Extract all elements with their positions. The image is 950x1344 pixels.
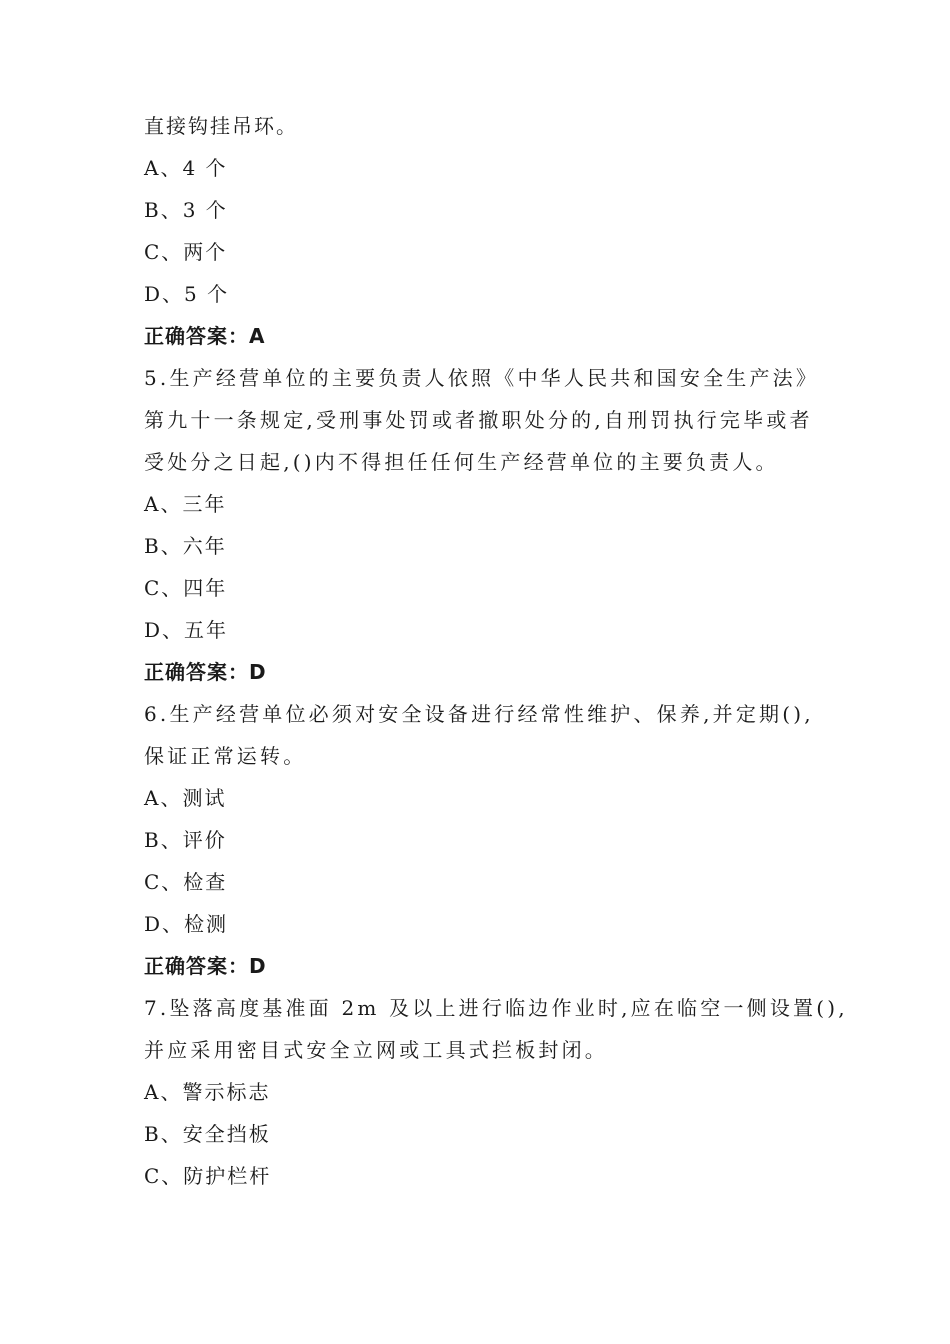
q5-option-d: D、五年 [144,618,229,642]
q5-option-c: C、四年 [144,576,228,600]
q6-option-a: A、测试 [144,786,227,810]
q4-option-d: D、5 个 [144,282,230,306]
q7-option-a: A、警示标志 [144,1080,271,1104]
q5-answer: 正确答案：D [144,660,267,684]
q7-option-c: C、防护栏杆 [144,1164,272,1188]
q4-option-a: A、4 个 [144,156,228,180]
q7-stem-line-1: 7.坠落高度基准面 2m 及以上进行临边作业时,应在临空一侧设置(), [144,996,848,1020]
q5-stem-line-1: 5.生产经营单位的主要负责人依照《中华人民共和国安全生产法》 [144,366,820,390]
q4-option-b: B、3 个 [144,198,228,222]
q4-stem-tail: 直接钩挂吊环。 [144,114,298,138]
q7-stem-line-2: 并应采用密目式安全立网或工具式拦板封闭。 [144,1038,608,1062]
q5-stem-line-3: 受处分之日起,()内不得担任任何生产经营单位的主要负责人。 [144,450,779,474]
q6-option-d: D、检测 [144,912,229,936]
q6-stem-line-2: 保证正常运转。 [144,744,307,768]
q5-option-b: B、六年 [144,534,227,558]
q6-answer: 正确答案：D [144,954,267,978]
q4-answer: 正确答案：A [144,324,266,348]
q4-option-c: C、两个 [144,240,228,264]
q7-option-b: B、安全挡板 [144,1122,271,1146]
q5-option-a: A、三年 [144,492,227,516]
q6-stem-line-1: 6.生产经营单位必须对安全设备进行经常性维护、保养,并定期(), [144,702,814,726]
q6-option-b: B、评价 [144,828,227,852]
q6-option-c: C、检查 [144,870,228,894]
q5-stem-line-2: 第九十一条规定,受刑事处罚或者撤职处分的,自刑罚执行完毕或者 [144,408,813,432]
